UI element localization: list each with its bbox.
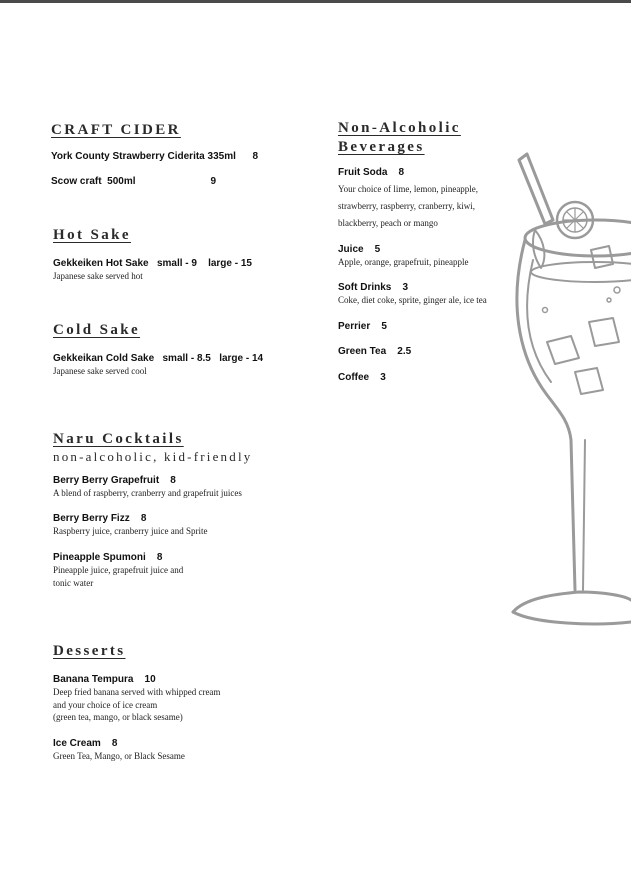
section-craft-cider xyxy=(51,121,181,140)
item-description: Deep fried banana served with whipped cream and your choice of ice cream (green tea, mango, or black sesame) xyxy=(53,687,221,722)
item-name: Fruit Soda 8 xyxy=(338,167,405,178)
item-name: Berry Berry Grapefruit 8 xyxy=(53,475,176,486)
item-description: Green Tea, Mango, or Black Sesame xyxy=(53,751,185,761)
item-description: Japanese sake served cool xyxy=(53,366,147,376)
menu-item xyxy=(338,371,386,384)
section-title: CRAFT CIDER xyxy=(51,122,181,138)
section-title: Hot Sake xyxy=(53,227,131,243)
item-name: Banana Tempura 10 xyxy=(53,674,156,685)
section-desserts xyxy=(53,642,126,661)
item-name: Coffee 3 xyxy=(338,372,386,383)
section-subtitle: non-alcoholic, kid-friendly xyxy=(53,449,253,464)
section-title: Non-Alcoholic Beverages xyxy=(338,120,461,155)
item-description: A blend of raspberry, cranberry and grapefruit juices xyxy=(53,488,242,498)
menu-item xyxy=(53,257,252,283)
section-title: Desserts xyxy=(53,643,126,659)
menu-item xyxy=(53,474,242,500)
item-description: Raspberry juice, cranberry juice and Sprite xyxy=(53,526,208,536)
section-hot-sake xyxy=(53,226,131,245)
item-name: Scow craft 500ml 9 xyxy=(51,176,217,187)
cocktail-glass-icon xyxy=(505,150,631,630)
menu-item xyxy=(53,673,220,724)
section-naru-cocktails xyxy=(53,430,252,465)
item-name: Green Tea 2.5 xyxy=(338,346,412,357)
top-border xyxy=(0,0,631,3)
menu-item xyxy=(53,551,183,589)
item-name: Pineapple Spumoni 8 xyxy=(53,552,163,563)
item-description: Your choice of lime, lemon, pineapple, strawberry, raspberry, cranberry, kiwi, blackberry, peach or mango xyxy=(338,184,479,228)
item-description: Japanese sake served hot xyxy=(53,271,143,281)
menu-item xyxy=(338,243,468,269)
item-name: Berry Berry Fizz 8 xyxy=(53,513,147,524)
item-name: Gekkeiken Hot Sake small - 9 large - 15 xyxy=(53,258,252,269)
item-description: Apple, orange, grapefruit, pineapple xyxy=(338,257,469,267)
section-cold-sake xyxy=(53,321,140,340)
menu-item xyxy=(53,512,207,538)
menu-item xyxy=(51,175,216,188)
menu-item xyxy=(338,281,487,307)
menu-item xyxy=(338,320,387,333)
section-non-alcoholic-beverages xyxy=(338,119,461,157)
menu-item xyxy=(338,345,411,358)
item-description: Coke, diet coke, sprite, ginger ale, ice tea xyxy=(338,295,487,305)
section-title: Cold Sake xyxy=(53,322,141,338)
menu-item xyxy=(53,737,185,763)
item-name: Juice 5 xyxy=(338,244,381,255)
item-name: Soft Drinks 3 xyxy=(338,282,409,293)
menu-item xyxy=(51,150,258,163)
section-title: Naru Cocktails xyxy=(53,431,184,447)
item-name: Gekkeikan Cold Sake small - 8.5 large - 14 xyxy=(53,353,264,364)
item-name: Perrier 5 xyxy=(338,321,387,332)
item-name: York County Strawberry Ciderita 335ml 8 xyxy=(51,151,259,162)
item-name: Ice Cream 8 xyxy=(53,738,118,749)
item-description: Pineapple juice, grapefruit juice and tonic water xyxy=(53,565,184,588)
menu-item xyxy=(53,352,263,378)
menu-item xyxy=(338,166,478,232)
